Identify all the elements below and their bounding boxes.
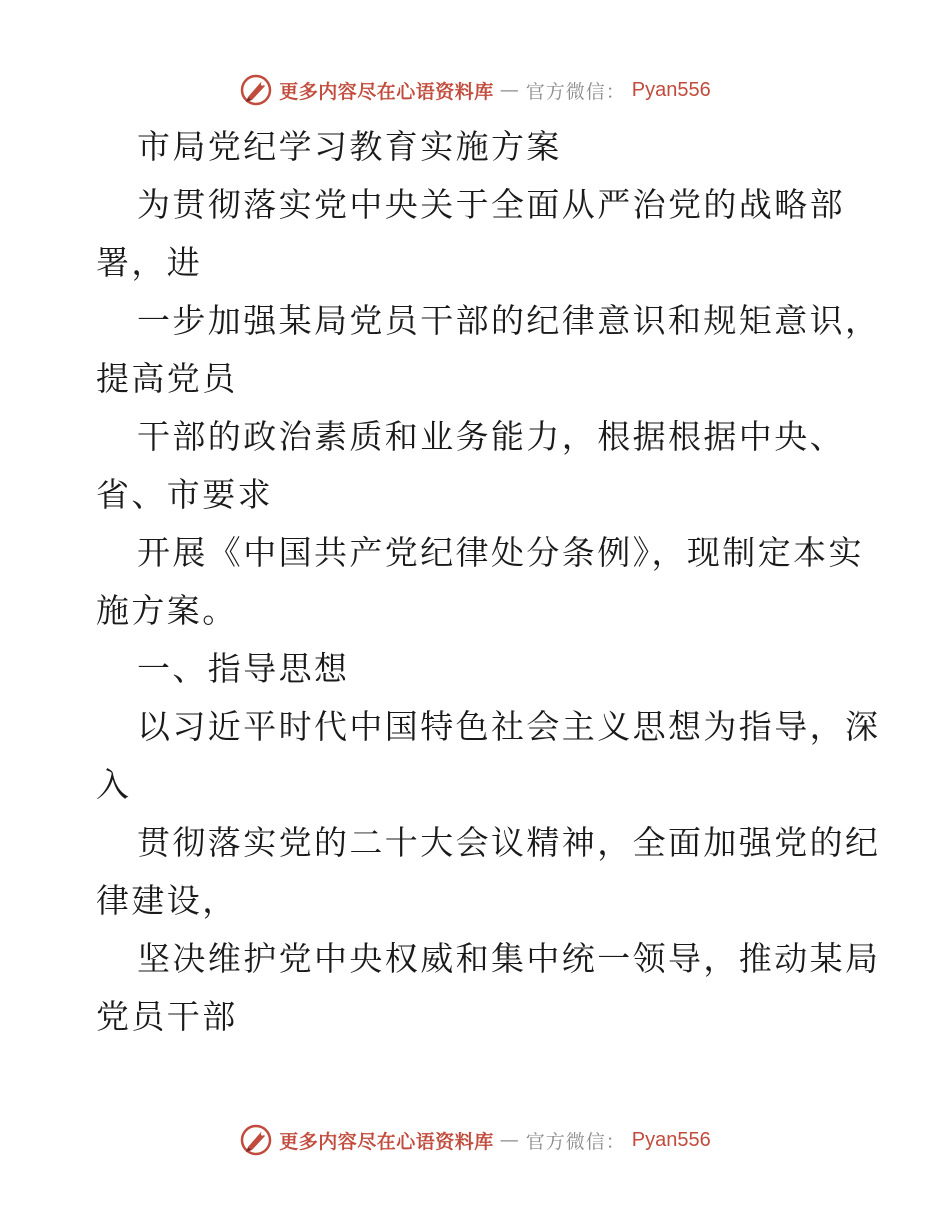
watermark-text: 更多内容尽在心语资料库: [279, 80, 494, 103]
paragraph-line: 提高党员: [96, 359, 238, 398]
section-heading: 一、指导思想: [137, 649, 350, 688]
paragraph-line: 一步加强某局党员干部的纪律意识和规矩意识，: [137, 301, 881, 340]
watermark-separator: —: [499, 79, 520, 101]
watermark-handle: Pyan556: [631, 1128, 711, 1151]
watermark-separator: —: [499, 1129, 520, 1151]
paragraph-line: 干部的政治素质和业务能力，根据根据中央、: [137, 417, 845, 456]
watermark-official-label: 官方微信：: [525, 80, 626, 103]
document-body: [96, 118, 881, 1046]
header-watermark: [0, 70, 950, 110]
watermark-text: 更多内容尽在心语资料库: [279, 1130, 494, 1153]
paragraph-line: 坚决维护党中央权威和集中统一领导，推动某局: [137, 939, 881, 978]
paragraph-line: 贯彻落实党的二十大会议精神，全面加强党的纪: [137, 823, 881, 862]
pen-logo-icon: [239, 73, 273, 107]
document-title: 市局党纪学习教育实施方案: [137, 127, 562, 166]
watermark-handle: Pyan556: [631, 78, 711, 101]
paragraph-line: 律建设，: [96, 881, 238, 920]
paragraph-line: 开展《中国共产党纪律处分条例》，现制定本实: [137, 533, 864, 572]
paragraph-line: 署，进: [96, 243, 203, 282]
paragraph-line: 以习近平时代中国特色社会主义思想为指导，深: [137, 707, 881, 746]
paragraph-line: 省、市要求: [96, 475, 273, 514]
paragraph-line: 为贯彻落实党中央关于全面从严治党的战略部: [137, 185, 845, 224]
paragraph-line: 施方案。: [96, 591, 238, 630]
watermark-official-label: 官方微信：: [525, 1130, 626, 1153]
paragraph-line: 党员干部: [96, 997, 238, 1036]
paragraph-line: 入: [96, 765, 132, 804]
pen-logo-icon: [239, 1123, 273, 1157]
footer-watermark: [0, 1120, 950, 1160]
